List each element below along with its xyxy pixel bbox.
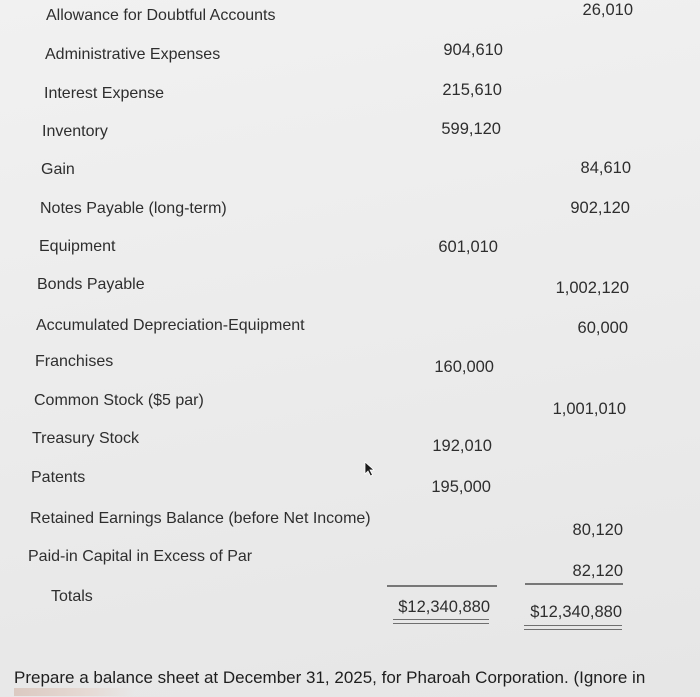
account-label: Treasury Stock (32, 430, 139, 447)
account-label: Bonds Payable (37, 276, 145, 293)
total-double-rule-credit (524, 625, 622, 630)
credit-amount: 80,120 (572, 521, 623, 539)
account-label: Equipment (39, 238, 116, 255)
debit-amount: 160,000 (434, 358, 494, 376)
debit-amount: 215,610 (442, 81, 502, 99)
account-label: Franchises (35, 353, 114, 370)
account-label: Inventory (42, 123, 108, 140)
debit-amount: 192,010 (432, 437, 492, 455)
totals-debit: $12,340,880 (398, 598, 490, 616)
credit-amount: 84,610 (580, 159, 631, 177)
debit-amount: 601,010 (438, 238, 498, 256)
account-label: Allowance for Doubtful Accounts (46, 7, 276, 24)
account-label: Gain (41, 161, 75, 178)
subtotal-rule-credit (525, 583, 623, 585)
account-label: Notes Payable (long-term) (40, 200, 227, 217)
account-label: Paid-in Capital in Excess of Par (28, 548, 253, 565)
total-double-rule-debit (393, 619, 489, 624)
totals-credit: $12,340,880 (530, 603, 622, 621)
account-label: Administrative Expenses (45, 46, 221, 63)
account-label: Retained Earnings Balance (before Net Income) (30, 510, 371, 527)
account-label: Accumulated Depreciation-Equipment (36, 317, 305, 334)
credit-amount: 902,120 (570, 199, 630, 217)
credit-amount: 60,000 (577, 319, 628, 337)
debit-amount: 599,120 (441, 120, 501, 138)
credit-amount: 26,010 (582, 1, 633, 19)
credit-amount: 1,002,120 (555, 279, 629, 297)
account-label: Patents (31, 469, 86, 486)
instruction-text: Prepare a balance sheet at December 31, 2025, for Pharoah Corporation. (Ignore in (14, 668, 646, 687)
credit-amount: 82,120 (572, 562, 623, 580)
credit-amount: 1,001,010 (552, 400, 626, 418)
totals-label: Totals (51, 588, 93, 605)
debit-amount: 904,610 (443, 41, 503, 59)
subtotal-rule-debit (387, 585, 497, 587)
mouse-cursor-icon (364, 461, 378, 477)
account-label: Common Stock ($5 par) (34, 392, 204, 409)
cut-off-link-fragment (14, 688, 134, 696)
account-label: Interest Expense (44, 85, 165, 102)
debit-amount: 195,000 (431, 478, 491, 496)
